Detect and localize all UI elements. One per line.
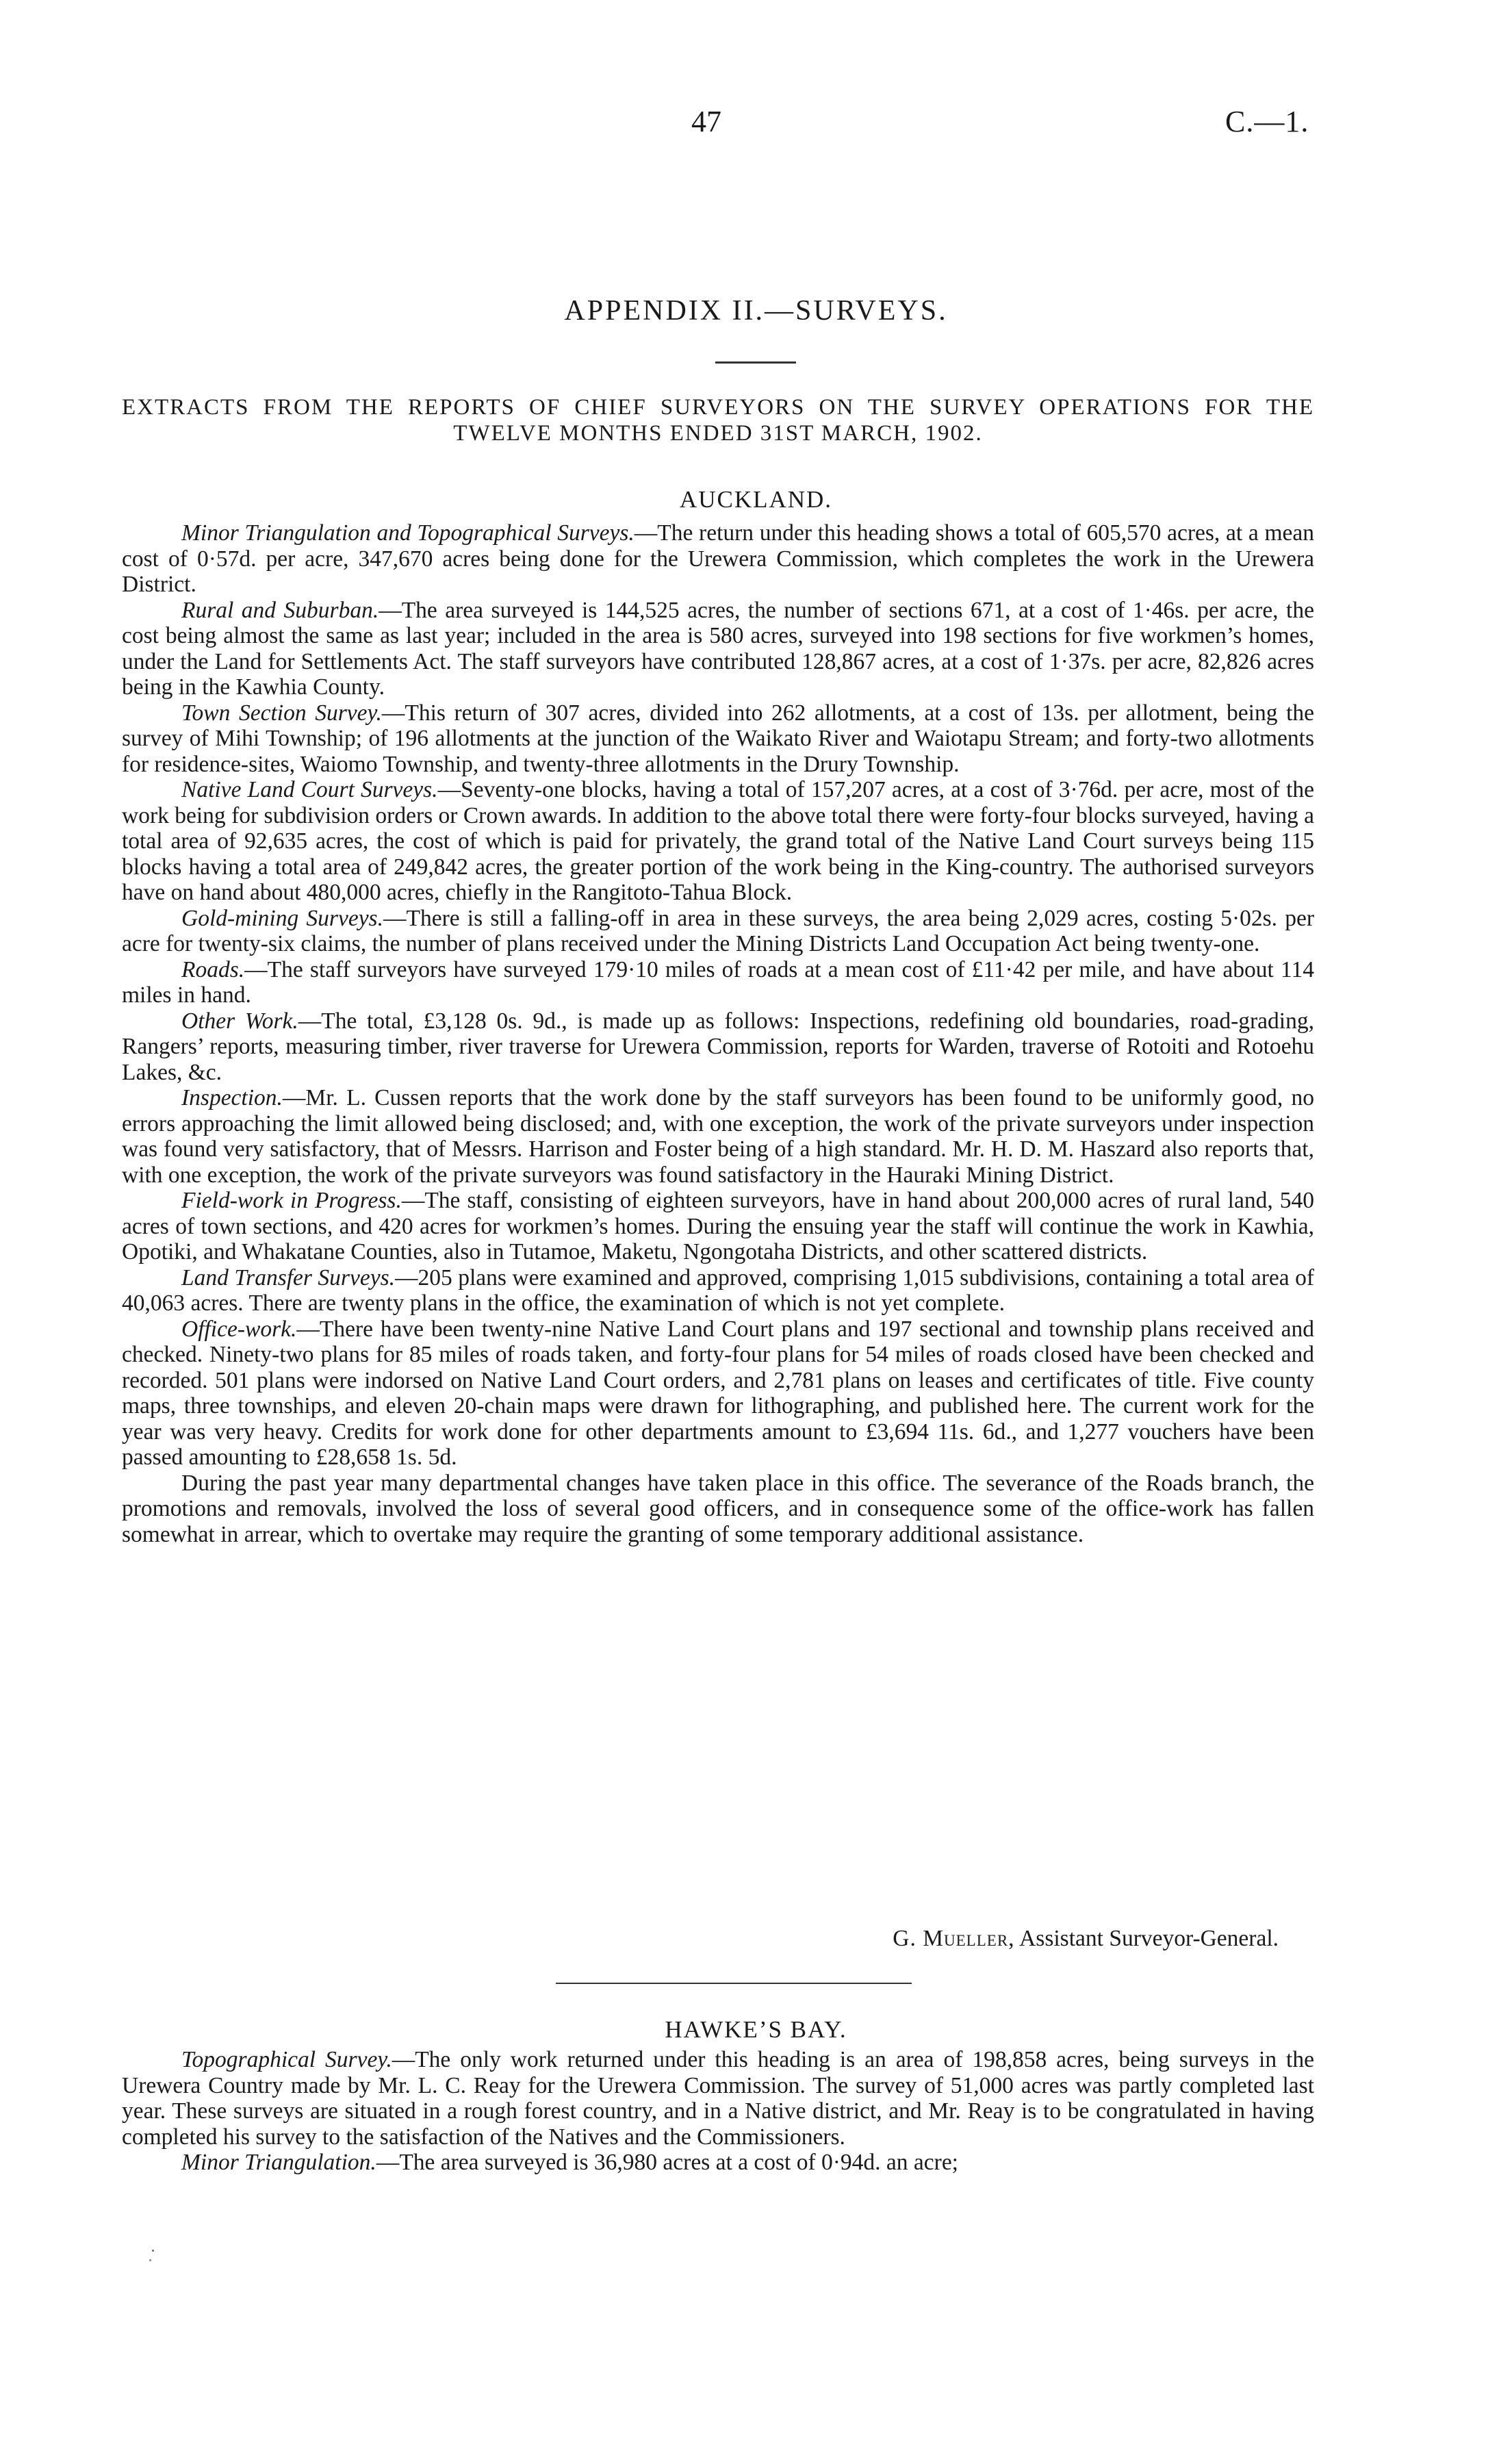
paragraph-minor-triangulation-hb [122, 2150, 1314, 2176]
paragraph-text: —205 plans were examined and approved, comprising 1,015 subdivisions, containing a total area of 40,063 acres. There are twenty plans in the office, the examination of which is not yet complete. [122, 1264, 1314, 1316]
paragraph-text: —The total, £3,128 0s. 9d., is made up as follows: Inspections, redefining old boundaries, road-grading, Rangers’ reports, measuring timber, river traverse for Urewera Commission, reports for Warden, traverse of Rotoiti and Rotoehu Lakes, &c. [122, 1008, 1314, 1085]
paragraph-text: —The return under this heading shows a total of 605,570 acres, at a mean cost of 0·57d. per acre, 347,670 acres being done for the Urewera Commission, which completes the work in the Urewera District. [122, 520, 1314, 597]
paragraph-text: —The staff, consisting of eighteen surveyors, have in hand about 200,000 acres of rural land, 540 acres of town sections, and 420 acres for workmen’s homes. During the ensuing year the staff will continue the work in Kawhia, Opotiki, and Whakatane Counties, also in Tutamoe, Maketu, Ngongotaha Districts, and other scattered districts. [122, 1188, 1314, 1264]
paragraph-title: Office-work. [181, 1316, 297, 1342]
paragraph-land-transfer [122, 1265, 1314, 1317]
paragraph-title: Minor Triangulation. [181, 2150, 376, 2175]
section-divider [556, 1983, 912, 1984]
extracts-heading: EXTRACTS FROM THE REPORTS OF CHIEF SURVEYORS ON THE SURVEY OPERATIONS FOR THE TWELVE MONTHS ENDED 31ST MARCH, 1902. [122, 395, 1314, 446]
paragraph-text: —There is still a falling-off in area in these surveys, the area being 2,029 acres, costing 5·02s. per acre for twenty-six claims, the number of plans received under the Mining Districts Land Occupation Act being twenty-one. [122, 905, 1314, 956]
paragraph-text: —Mr. L. Cussen reports that the work done by the staff surveyors has been found to be uniformly good, no errors approaching the limit allowed being disclosed; and, with one exception, the work of the private surveyors under inspection was found very satisfactory, that of Messrs. Harrison and Foster being of a high standard. Mr. H. D. M. Haszard also reports that, with one exception, the work of the private surveyors was found satisfactory in the Hauraki Mining District. [122, 1085, 1314, 1188]
appendix-title: APPENDIX II.—SURVEYS. [564, 295, 948, 327]
paragraph-office-work [122, 1317, 1314, 1471]
paragraph-title: Minor Triangulation and Topographical Surveys. [181, 520, 635, 546]
paragraph-title: Roads. [181, 956, 245, 982]
paragraph-title: Land Transfer Surveys. [181, 1264, 395, 1290]
paragraph-departmental-changes [122, 1471, 1314, 1548]
paragraph-title: Town Section Survey. [181, 700, 382, 726]
print-speck [152, 2250, 154, 2252]
paragraph-rural-suburban [122, 598, 1314, 700]
print-speck [149, 2259, 151, 2261]
title-divider [715, 361, 796, 364]
paragraph-topographical-survey [122, 2047, 1314, 2150]
paragraph-title: Field-work in Progress. [181, 1188, 402, 1213]
paragraph-title: Native Land Court Surveys. [181, 777, 438, 802]
paragraph-title: Rural and Suburban. [181, 597, 379, 623]
paragraph-native-land-court [122, 777, 1314, 906]
signature-line [122, 1926, 1279, 1952]
paragraph-inspection [122, 1085, 1314, 1188]
section-heading-auckland: AUCKLAND. [679, 486, 833, 513]
paragraph-gold-mining [122, 906, 1314, 957]
signature-name: G. Mueller, [893, 1926, 1015, 1951]
section-heading-hawkes-bay: HAWKE’S BAY. [665, 2016, 847, 2043]
paragraph-minor-triangulation [122, 520, 1314, 598]
auckland-section-body [122, 520, 1314, 1547]
page-number: 47 [691, 105, 721, 138]
paragraph-text: —This return of 307 acres, divided into 262 allotments, at a cost of 13s. per allotment, being the survey of Mihi Township; of 196 allotments at the junction of the Waikato River and Waiotapu Stream; and forty-two allotments for residence-sites, Waiomo Township, and twenty-three allotments in the Drury Township. [122, 700, 1314, 777]
signature-title: Assistant Surveyor-General. [1019, 1926, 1279, 1951]
paragraph-text: —The area surveyed is 144,525 acres, the number of sections 671, at a cost of 1·46s. per acre, the cost being almost the same as last year; included in the area is 580 acres, surveyed into 198 sections for five workmen’s homes, under the Land for Settlements Act. The staff surveyors have contributed 128,867 acres, at a cost of 1·37s. per acre, 82,826 acres being in the Kawhia County. [122, 597, 1314, 700]
paragraph-text: During the past year many departmental changes have taken place in this office. The severance of the Roads branch, the promotions and removals, involved the loss of several good officers, and in consequence some of the office-work has fallen somewhat in arrear, which to overtake may require the granting of some temporary additional assistance. [122, 1470, 1314, 1547]
paragraph-town-section [122, 700, 1314, 778]
hawkes-bay-section-body [122, 2047, 1314, 2176]
paragraph-text: —There have been twenty-nine Native Land Court plans and 197 sectional and township plans received and checked. Ninety-two plans for 85 miles of roads taken, and forty-four plans for 54 miles of roads closed have been checked and recorded. 501 plans were indorsed on Native Land Court orders, and 2,781 plans on leases and certificates of title. Five county maps, three townships, and eleven 20-chain maps were drawn for lithographing, and published here. The current work for the year was very heavy. Credits for work done for other departments amount to £3,694 11s. 6d., and 1,277 vouchers have been passed amounting to £28,658 1s. 5d. [122, 1316, 1314, 1470]
paragraph-title: Topographical Survey. [181, 2047, 392, 2072]
paragraph-title: Other Work. [181, 1008, 298, 1034]
document-reference: C.—1. [1225, 105, 1309, 138]
paragraph-text: —Seventy-one blocks, having a total of 157,207 acres, at a cost of 3·76d. per acre, most of the work being for subdivision orders or Crown awards. In addition to the above total there were forty-four blocks surveyed, having a total area of 92,635 acres, the cost of which is paid for privately, the grand total of the Native Land Court surveys being 115 blocks having a total area of 249,842 acres, the greater portion of the work being in the King-country. The authorised surveyors have on hand about 480,000 acres, chiefly in the Rangitoto-Tahua Block. [122, 777, 1314, 905]
paragraph-text: —The only work returned under this heading is an area of 198,858 acres, being surveys in the Urewera Country made by Mr. L. C. Reay for the Urewera Commission. The survey of 51,000 acres was partly completed last year. These surveys are situated in a rough forest country, and in a Native district, and Mr. Reay is to be congratulated in having completed his survey to the satisfaction of the Natives and the Commissioners. [122, 2047, 1314, 2150]
paragraph-roads [122, 957, 1314, 1008]
paragraph-title: Gold-mining Surveys. [181, 905, 383, 931]
paragraph-title: Inspection. [181, 1085, 283, 1110]
paragraph-other-work [122, 1008, 1314, 1086]
paragraph-text: —The area surveyed is 36,980 acres at a cost of 0·94d. an acre; [376, 2150, 958, 2175]
paragraph-text: —The staff surveyors have surveyed 179·10 miles of roads at a mean cost of £11·42 per mile, and have about 114 miles in hand. [122, 956, 1314, 1008]
paragraph-field-work [122, 1188, 1314, 1265]
